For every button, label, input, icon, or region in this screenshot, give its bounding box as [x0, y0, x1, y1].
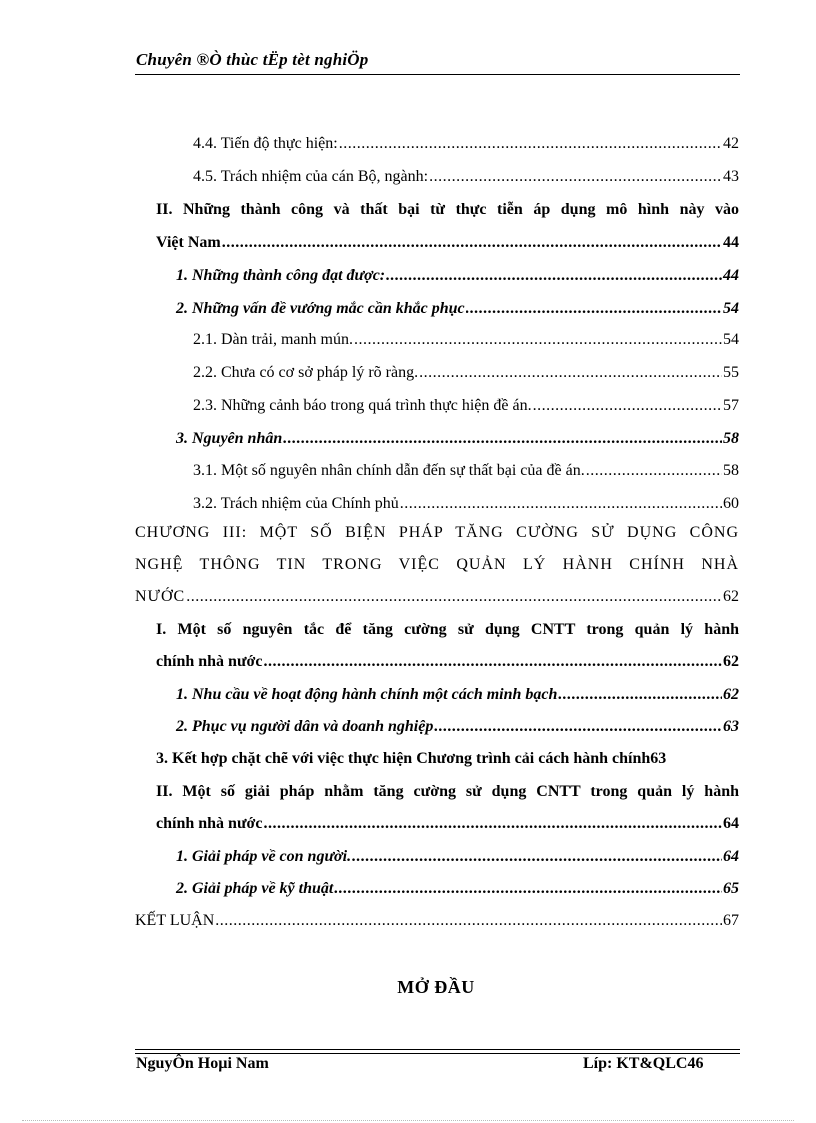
- toc-entry-page: 64: [723, 848, 739, 865]
- page-edge-divider: [22, 1120, 794, 1121]
- toc-entry-page: 44: [723, 267, 739, 284]
- toc-entry-page: 54: [723, 300, 739, 317]
- toc-entry-title: 2.1. Dàn trải, manh mún.: [193, 331, 353, 348]
- toc-entry-title: 2. Giải pháp về kỹ thuật: [176, 880, 334, 897]
- toc-entry-title: 4.4. Tiến độ thực hiện:: [193, 135, 338, 152]
- toc-entry[interactable]: [156, 232, 739, 254]
- toc-entry-title: Việt Nam: [156, 234, 221, 251]
- toc-entry-page: 42: [723, 135, 739, 152]
- toc-entry-line1[interactable]: II. Một số giải pháp nhằm tăng cường sử dụng CNTT trong quản lý hành: [156, 783, 739, 800]
- toc-entry-title: 3.2. Trách nhiệm của Chính phủ: [193, 495, 399, 512]
- page-header: [135, 46, 740, 75]
- toc-entry-page: 55: [723, 364, 739, 381]
- toc-entry-page: 62: [723, 588, 739, 605]
- toc-entry-page: 44: [723, 234, 739, 251]
- toc-entry-title: 1. Giải pháp về con người.: [176, 848, 352, 865]
- toc-entry[interactable]: [176, 846, 739, 868]
- toc-entry-title: NƯỚC: [135, 588, 186, 605]
- toc-entry[interactable]: [193, 133, 739, 155]
- toc-entry-page: 64: [723, 815, 739, 832]
- toc-entry-page: 65: [723, 880, 739, 897]
- toc-entry-page: 63: [650, 750, 667, 767]
- toc-entry-page: 62: [723, 686, 739, 703]
- toc-entry-page: 62: [723, 653, 739, 670]
- toc-entry-title: chính nhà nước: [156, 815, 263, 832]
- toc-entry[interactable]: [193, 362, 739, 384]
- toc-entry-page: 58: [723, 462, 739, 479]
- toc-entry[interactable]: [193, 460, 739, 482]
- toc-entry-title: 1. Những thành công đạt được:: [176, 267, 386, 284]
- toc-entry-line1[interactable]: I. Một số nguyên tắc để tăng cường sử dụng CNTT trong quản lý hành: [156, 621, 739, 638]
- header-title: Chuyên ®Ò thùc tËp tèt nghiÖp: [136, 50, 369, 69]
- toc-entry[interactable]: [176, 298, 739, 320]
- toc-entry-title: 3. Nguyên nhân: [176, 430, 283, 447]
- toc-entry-page: 60: [723, 495, 739, 512]
- toc-entry-page: 67: [723, 912, 739, 929]
- toc-entry[interactable]: [193, 329, 739, 351]
- toc-entry[interactable]: [176, 878, 739, 900]
- toc-entry-title: 2.3. Những cảnh báo trong quá trình thực hiện đề án.: [193, 397, 532, 414]
- toc-entry-line2[interactable]: NGHỆ THÔNG TIN TRONG VIỆC QUẢN LÝ HÀNH CHÍNH NHÀ: [135, 556, 739, 573]
- toc-entry-page: 43: [723, 168, 739, 185]
- section-heading: MỞ ĐẦU: [397, 977, 475, 997]
- toc-entry[interactable]: [176, 716, 739, 738]
- footer-author: NguyÔn Hoµi Nam: [136, 1055, 269, 1072]
- toc-entry[interactable]: [135, 910, 739, 932]
- toc-entry-title: chính nhà nước: [156, 653, 263, 670]
- toc-entry[interactable]: [176, 428, 739, 450]
- toc-entry[interactable]: [176, 265, 739, 287]
- toc-entry-title: 1. Nhu cầu về hoạt động hành chính một cách minh bạch: [176, 686, 558, 703]
- toc-entry-title: 2. Những vấn đề vướng mắc cần khắc phục: [176, 300, 465, 317]
- toc-entry[interactable]: [193, 395, 739, 417]
- toc-entry-page: 63: [723, 718, 739, 735]
- toc-entry-page: 57: [723, 397, 739, 414]
- toc-entry[interactable]: [176, 684, 739, 706]
- toc-entry[interactable]: [156, 813, 739, 835]
- toc-entry[interactable]: [193, 493, 739, 515]
- toc-entry-title: 2.2. Chưa có cơ sở pháp lý rõ ràng.: [193, 364, 419, 381]
- toc-entry[interactable]: [156, 651, 739, 673]
- toc-entry[interactable]: [193, 166, 739, 188]
- toc-entry[interactable]: [135, 586, 739, 608]
- footer-rule: [135, 1053, 740, 1054]
- toc-entry-title: 3.1. Một số nguyên nhân chính dẫn đến sự thất bại của đề án.: [193, 462, 585, 479]
- toc-entry-page: 54: [723, 331, 739, 348]
- toc-entry-page: 58: [723, 430, 739, 447]
- toc-entry-title: 4.5. Trách nhiệm của cán Bộ, ngành:: [193, 168, 429, 185]
- toc-entry-line1[interactable]: II. Những thành công và thất bại từ thực tiễn áp dụng mô hình này vào: [156, 201, 739, 218]
- toc-entry-line1[interactable]: CHƯƠNG III: MỘT SỐ BIỆN PHÁP TĂNG CƯỜNG SỬ DỤNG CÔNG: [135, 524, 739, 541]
- toc-entry-title: 2. Phục vụ người dân và doanh nghiệp: [176, 718, 434, 735]
- toc-entry[interactable]: [156, 748, 739, 770]
- footer-rule: [135, 1049, 740, 1050]
- toc-entry-title: 3. Kết hợp chặt chẽ với việc thực hiện Chương trình cải cách hành chính: [156, 750, 651, 767]
- toc-entry-title: KẾT LUẬN: [135, 912, 215, 929]
- footer-class: Líp: KT&QLC46: [583, 1055, 704, 1072]
